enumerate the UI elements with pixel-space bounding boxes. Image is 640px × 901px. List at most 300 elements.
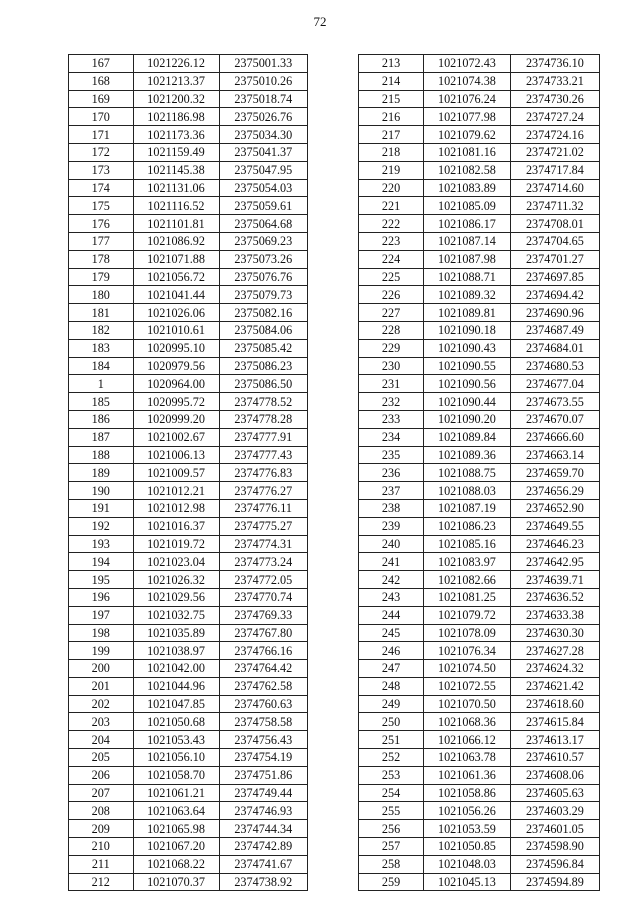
y-coordinate-cell: 2374711.32 <box>510 197 599 215</box>
table-row <box>359 464 600 482</box>
table-row <box>359 428 600 446</box>
table-row <box>359 143 600 161</box>
x-coordinate-cell: 1021087.14 <box>424 232 511 250</box>
table-row <box>359 215 600 233</box>
y-coordinate-cell: 2375047.95 <box>219 161 307 179</box>
y-coordinate-cell: 2375041.37 <box>219 143 307 161</box>
point-number-cell: 231 <box>359 375 424 393</box>
point-number-cell: 189 <box>69 464 134 482</box>
x-coordinate-cell: 1021083.89 <box>424 179 511 197</box>
coordinates-table-right <box>358 54 600 891</box>
point-number-cell: 222 <box>359 215 424 233</box>
table-row <box>69 161 308 179</box>
table-row <box>359 802 600 820</box>
table-row <box>359 339 600 357</box>
x-coordinate-cell: 1021035.89 <box>133 624 219 642</box>
x-coordinate-cell: 1021213.37 <box>133 72 219 90</box>
point-number-cell: 205 <box>69 749 134 767</box>
coordinates-table-left <box>68 54 308 891</box>
y-coordinate-cell: 2374756.43 <box>219 731 307 749</box>
point-number-cell: 180 <box>69 286 134 304</box>
point-number-cell: 209 <box>69 820 134 838</box>
x-coordinate-cell: 1021072.43 <box>424 55 511 73</box>
x-coordinate-cell: 1021047.85 <box>133 695 219 713</box>
table-row <box>359 197 600 215</box>
x-coordinate-cell: 1021058.70 <box>133 766 219 784</box>
x-coordinate-cell: 1021066.12 <box>424 731 511 749</box>
table-row <box>69 446 308 464</box>
x-coordinate-cell: 1021078.09 <box>424 624 511 642</box>
point-number-cell: 196 <box>69 588 134 606</box>
table-row <box>69 357 308 375</box>
y-coordinate-cell: 2374659.70 <box>510 464 599 482</box>
point-number-cell: 253 <box>359 766 424 784</box>
table-row <box>359 161 600 179</box>
table-row <box>359 642 600 660</box>
y-coordinate-cell: 2374701.27 <box>510 250 599 268</box>
table-row <box>69 855 308 873</box>
table-row <box>69 784 308 802</box>
x-coordinate-cell: 1021089.36 <box>424 446 511 464</box>
point-number-cell: 167 <box>69 55 134 73</box>
table-row <box>69 517 308 535</box>
y-coordinate-cell: 2375073.26 <box>219 250 307 268</box>
table-row <box>359 624 600 642</box>
y-coordinate-cell: 2374594.89 <box>510 873 599 891</box>
point-number-cell: 242 <box>359 571 424 589</box>
x-coordinate-cell: 1021061.21 <box>133 784 219 802</box>
point-number-cell: 238 <box>359 499 424 517</box>
point-number-cell: 216 <box>359 108 424 126</box>
point-number-cell: 199 <box>69 642 134 660</box>
x-coordinate-cell: 1021041.44 <box>133 286 219 304</box>
x-coordinate-cell: 1020999.20 <box>133 410 219 428</box>
point-number-cell: 182 <box>69 321 134 339</box>
x-coordinate-cell: 1021076.24 <box>424 90 511 108</box>
y-coordinate-cell: 2374741.67 <box>219 855 307 873</box>
point-number-cell: 235 <box>359 446 424 464</box>
y-coordinate-cell: 2374724.16 <box>510 126 599 144</box>
y-coordinate-cell: 2374684.01 <box>510 339 599 357</box>
point-number-cell: 221 <box>359 197 424 215</box>
x-coordinate-cell: 1021019.72 <box>133 535 219 553</box>
y-coordinate-cell: 2374652.90 <box>510 499 599 517</box>
point-number-cell: 255 <box>359 802 424 820</box>
y-coordinate-cell: 2375085.42 <box>219 339 307 357</box>
y-coordinate-cell: 2374694.42 <box>510 286 599 304</box>
table-row <box>359 90 600 108</box>
y-coordinate-cell: 2374605.63 <box>510 784 599 802</box>
point-number-cell: 193 <box>69 535 134 553</box>
table-row <box>69 820 308 838</box>
y-coordinate-cell: 2374764.42 <box>219 660 307 678</box>
x-coordinate-cell: 1020995.10 <box>133 339 219 357</box>
x-coordinate-cell: 1021090.20 <box>424 410 511 428</box>
x-coordinate-cell: 1021023.04 <box>133 553 219 571</box>
point-number-cell: 220 <box>359 179 424 197</box>
point-number-cell: 176 <box>69 215 134 233</box>
x-coordinate-cell: 1021002.67 <box>133 428 219 446</box>
y-coordinate-cell: 2374758.58 <box>219 713 307 731</box>
y-coordinate-cell: 2375086.50 <box>219 375 307 393</box>
x-coordinate-cell: 1021159.49 <box>133 143 219 161</box>
table-row <box>359 108 600 126</box>
table-row <box>69 268 308 286</box>
x-coordinate-cell: 1021016.37 <box>133 517 219 535</box>
x-coordinate-cell: 1021088.03 <box>424 482 511 500</box>
table-row <box>69 428 308 446</box>
point-number-cell: 246 <box>359 642 424 660</box>
y-coordinate-cell: 2374776.83 <box>219 464 307 482</box>
point-number-cell: 217 <box>359 126 424 144</box>
table-row <box>359 660 600 678</box>
x-coordinate-cell: 1021061.36 <box>424 766 511 784</box>
x-coordinate-cell: 1021070.50 <box>424 695 511 713</box>
x-coordinate-cell: 1021065.98 <box>133 820 219 838</box>
point-number-cell: 178 <box>69 250 134 268</box>
x-coordinate-cell: 1021071.88 <box>133 250 219 268</box>
x-coordinate-cell: 1021081.16 <box>424 143 511 161</box>
table-row <box>359 304 600 322</box>
x-coordinate-cell: 1020995.72 <box>133 393 219 411</box>
y-coordinate-cell: 2374646.23 <box>510 535 599 553</box>
table-row <box>359 393 600 411</box>
x-coordinate-cell: 1021088.71 <box>424 268 511 286</box>
table-row <box>359 873 600 891</box>
x-coordinate-cell: 1021038.97 <box>133 642 219 660</box>
point-number-cell: 188 <box>69 446 134 464</box>
point-number-cell: 192 <box>69 517 134 535</box>
y-coordinate-cell: 2374742.89 <box>219 838 307 856</box>
x-coordinate-cell: 1021085.16 <box>424 535 511 553</box>
table-row <box>359 784 600 802</box>
point-number-cell: 198 <box>69 624 134 642</box>
table-row <box>359 713 600 731</box>
x-coordinate-cell: 1021226.12 <box>133 55 219 73</box>
x-coordinate-cell: 1021089.81 <box>424 304 511 322</box>
x-coordinate-cell: 1021063.64 <box>133 802 219 820</box>
x-coordinate-cell: 1021070.37 <box>133 873 219 891</box>
y-coordinate-cell: 2374666.60 <box>510 428 599 446</box>
point-number-cell: 1 <box>69 375 134 393</box>
table-row <box>359 268 600 286</box>
x-coordinate-cell: 1021077.98 <box>424 108 511 126</box>
x-coordinate-cell: 1020979.56 <box>133 357 219 375</box>
point-number-cell: 224 <box>359 250 424 268</box>
x-coordinate-cell: 1021010.61 <box>133 321 219 339</box>
table-row <box>69 108 308 126</box>
table-row <box>69 873 308 891</box>
table-row <box>359 606 600 624</box>
table-row <box>359 410 600 428</box>
table-row <box>69 802 308 820</box>
y-coordinate-cell: 2374601.05 <box>510 820 599 838</box>
table-row <box>69 90 308 108</box>
y-coordinate-cell: 2374776.27 <box>219 482 307 500</box>
y-coordinate-cell: 2374603.29 <box>510 802 599 820</box>
x-coordinate-cell: 1021053.43 <box>133 731 219 749</box>
y-coordinate-cell: 2374627.28 <box>510 642 599 660</box>
table-row <box>359 838 600 856</box>
y-coordinate-cell: 2375069.23 <box>219 232 307 250</box>
table-row <box>359 749 600 767</box>
y-coordinate-cell: 2374633.38 <box>510 606 599 624</box>
x-coordinate-cell: 1021067.20 <box>133 838 219 856</box>
y-coordinate-cell: 2374649.55 <box>510 517 599 535</box>
x-coordinate-cell: 1021026.06 <box>133 304 219 322</box>
x-coordinate-cell: 1021090.55 <box>424 357 511 375</box>
x-coordinate-cell: 1021131.06 <box>133 179 219 197</box>
table-row <box>69 72 308 90</box>
point-number-cell: 223 <box>359 232 424 250</box>
x-coordinate-cell: 1021082.66 <box>424 571 511 589</box>
point-number-cell: 240 <box>359 535 424 553</box>
x-coordinate-cell: 1021086.23 <box>424 517 511 535</box>
point-number-cell: 219 <box>359 161 424 179</box>
x-coordinate-cell: 1021072.55 <box>424 677 511 695</box>
table-row <box>359 731 600 749</box>
y-coordinate-cell: 2374762.58 <box>219 677 307 695</box>
y-coordinate-cell: 2374721.02 <box>510 143 599 161</box>
table-row <box>359 179 600 197</box>
x-coordinate-cell: 1021056.10 <box>133 749 219 767</box>
point-number-cell: 245 <box>359 624 424 642</box>
table-row <box>69 695 308 713</box>
table-row <box>69 215 308 233</box>
table-row <box>69 304 308 322</box>
point-number-cell: 200 <box>69 660 134 678</box>
x-coordinate-cell: 1021089.84 <box>424 428 511 446</box>
y-coordinate-cell: 2374704.65 <box>510 232 599 250</box>
point-number-cell: 207 <box>69 784 134 802</box>
y-coordinate-cell: 2374642.95 <box>510 553 599 571</box>
y-coordinate-cell: 2374727.24 <box>510 108 599 126</box>
x-coordinate-cell: 1021026.32 <box>133 571 219 589</box>
table-row <box>359 553 600 571</box>
y-coordinate-cell: 2374760.63 <box>219 695 307 713</box>
table-row <box>359 695 600 713</box>
x-coordinate-cell: 1021101.81 <box>133 215 219 233</box>
y-coordinate-cell: 2374774.31 <box>219 535 307 553</box>
y-coordinate-cell: 2375010.26 <box>219 72 307 90</box>
point-number-cell: 214 <box>359 72 424 90</box>
x-coordinate-cell: 1021145.38 <box>133 161 219 179</box>
y-coordinate-cell: 2374613.17 <box>510 731 599 749</box>
point-number-cell: 210 <box>69 838 134 856</box>
table-row <box>69 197 308 215</box>
y-coordinate-cell: 2375026.76 <box>219 108 307 126</box>
point-number-cell: 172 <box>69 143 134 161</box>
table-row <box>69 232 308 250</box>
y-coordinate-cell: 2374730.26 <box>510 90 599 108</box>
point-number-cell: 211 <box>69 855 134 873</box>
point-number-cell: 247 <box>359 660 424 678</box>
table-row <box>69 499 308 517</box>
table-row <box>359 766 600 784</box>
point-number-cell: 212 <box>69 873 134 891</box>
x-coordinate-cell: 1021089.32 <box>424 286 511 304</box>
x-coordinate-cell: 1021085.09 <box>424 197 511 215</box>
table-row <box>359 286 600 304</box>
x-coordinate-cell: 1021006.13 <box>133 446 219 464</box>
x-coordinate-cell: 1021090.44 <box>424 393 511 411</box>
table-row <box>69 464 308 482</box>
x-coordinate-cell: 1021088.75 <box>424 464 511 482</box>
x-coordinate-cell: 1021068.22 <box>133 855 219 873</box>
point-number-cell: 177 <box>69 232 134 250</box>
point-number-cell: 184 <box>69 357 134 375</box>
y-coordinate-cell: 2374690.96 <box>510 304 599 322</box>
point-number-cell: 251 <box>359 731 424 749</box>
x-coordinate-cell: 1021012.98 <box>133 499 219 517</box>
point-number-cell: 208 <box>69 802 134 820</box>
y-coordinate-cell: 2374744.34 <box>219 820 307 838</box>
point-number-cell: 170 <box>69 108 134 126</box>
y-coordinate-cell: 2374673.55 <box>510 393 599 411</box>
table-row <box>359 820 600 838</box>
point-number-cell: 249 <box>359 695 424 713</box>
point-number-cell: 203 <box>69 713 134 731</box>
y-coordinate-cell: 2374670.07 <box>510 410 599 428</box>
y-coordinate-cell: 2374680.53 <box>510 357 599 375</box>
point-number-cell: 215 <box>359 90 424 108</box>
table-row <box>359 517 600 535</box>
table-row <box>359 357 600 375</box>
table-row <box>69 642 308 660</box>
table-row <box>359 250 600 268</box>
point-number-cell: 258 <box>359 855 424 873</box>
x-coordinate-cell: 1021200.32 <box>133 90 219 108</box>
x-coordinate-cell: 1021079.72 <box>424 606 511 624</box>
point-number-cell: 241 <box>359 553 424 571</box>
table-row <box>359 446 600 464</box>
y-coordinate-cell: 2375064.68 <box>219 215 307 233</box>
y-coordinate-cell: 2374749.44 <box>219 784 307 802</box>
point-number-cell: 213 <box>359 55 424 73</box>
x-coordinate-cell: 1020964.00 <box>133 375 219 393</box>
x-coordinate-cell: 1021076.34 <box>424 642 511 660</box>
x-coordinate-cell: 1021050.68 <box>133 713 219 731</box>
point-number-cell: 254 <box>359 784 424 802</box>
point-number-cell: 191 <box>69 499 134 517</box>
y-coordinate-cell: 2374708.01 <box>510 215 599 233</box>
y-coordinate-cell: 2374777.91 <box>219 428 307 446</box>
table-row <box>359 571 600 589</box>
point-number-cell: 183 <box>69 339 134 357</box>
y-coordinate-cell: 2374630.30 <box>510 624 599 642</box>
y-coordinate-cell: 2374754.19 <box>219 749 307 767</box>
y-coordinate-cell: 2375086.23 <box>219 357 307 375</box>
y-coordinate-cell: 2374677.04 <box>510 375 599 393</box>
table-row <box>69 375 308 393</box>
x-coordinate-cell: 1021056.72 <box>133 268 219 286</box>
x-coordinate-cell: 1021032.75 <box>133 606 219 624</box>
table-row <box>359 482 600 500</box>
y-coordinate-cell: 2374656.29 <box>510 482 599 500</box>
y-coordinate-cell: 2374615.84 <box>510 713 599 731</box>
x-coordinate-cell: 1021087.19 <box>424 499 511 517</box>
table-row <box>359 588 600 606</box>
table-row <box>359 375 600 393</box>
x-coordinate-cell: 1021009.57 <box>133 464 219 482</box>
y-coordinate-cell: 2374770.74 <box>219 588 307 606</box>
point-number-cell: 230 <box>359 357 424 375</box>
y-coordinate-cell: 2375082.16 <box>219 304 307 322</box>
x-coordinate-cell: 1021090.56 <box>424 375 511 393</box>
point-number-cell: 248 <box>359 677 424 695</box>
point-number-cell: 168 <box>69 72 134 90</box>
table-row <box>69 749 308 767</box>
x-coordinate-cell: 1021056.26 <box>424 802 511 820</box>
point-number-cell: 239 <box>359 517 424 535</box>
y-coordinate-cell: 2374773.24 <box>219 553 307 571</box>
table-row <box>359 55 600 73</box>
table-row <box>69 766 308 784</box>
x-coordinate-cell: 1021044.96 <box>133 677 219 695</box>
table-row <box>69 55 308 73</box>
y-coordinate-cell: 2374639.71 <box>510 571 599 589</box>
y-coordinate-cell: 2374636.52 <box>510 588 599 606</box>
x-coordinate-cell: 1021116.52 <box>133 197 219 215</box>
table-row <box>69 482 308 500</box>
x-coordinate-cell: 1021186.98 <box>133 108 219 126</box>
x-coordinate-cell: 1021058.86 <box>424 784 511 802</box>
point-number-cell: 197 <box>69 606 134 624</box>
y-coordinate-cell: 2375034.30 <box>219 126 307 144</box>
x-coordinate-cell: 1021173.36 <box>133 126 219 144</box>
y-coordinate-cell: 2375084.06 <box>219 321 307 339</box>
table-row <box>359 677 600 695</box>
point-number-cell: 229 <box>359 339 424 357</box>
table-row <box>69 535 308 553</box>
x-coordinate-cell: 1021074.50 <box>424 660 511 678</box>
point-number-cell: 169 <box>69 90 134 108</box>
point-number-cell: 186 <box>69 410 134 428</box>
table-row <box>69 339 308 357</box>
y-coordinate-cell: 2374777.43 <box>219 446 307 464</box>
x-coordinate-cell: 1021012.21 <box>133 482 219 500</box>
point-number-cell: 225 <box>359 268 424 286</box>
table-row <box>69 321 308 339</box>
x-coordinate-cell: 1021090.18 <box>424 321 511 339</box>
point-number-cell: 259 <box>359 873 424 891</box>
table-row <box>69 286 308 304</box>
point-number-cell: 179 <box>69 268 134 286</box>
x-coordinate-cell: 1021083.97 <box>424 553 511 571</box>
y-coordinate-cell: 2374608.06 <box>510 766 599 784</box>
table-row <box>69 571 308 589</box>
point-number-cell: 204 <box>69 731 134 749</box>
table-row <box>359 72 600 90</box>
y-coordinate-cell: 2375054.03 <box>219 179 307 197</box>
y-coordinate-cell: 2374624.32 <box>510 660 599 678</box>
y-coordinate-cell: 2374738.92 <box>219 873 307 891</box>
point-number-cell: 185 <box>69 393 134 411</box>
x-coordinate-cell: 1021042.00 <box>133 660 219 678</box>
y-coordinate-cell: 2374776.11 <box>219 499 307 517</box>
point-number-cell: 244 <box>359 606 424 624</box>
y-coordinate-cell: 2374736.10 <box>510 55 599 73</box>
page-number: 72 <box>313 14 327 29</box>
point-number-cell: 228 <box>359 321 424 339</box>
x-coordinate-cell: 1021029.56 <box>133 588 219 606</box>
y-coordinate-cell: 2374767.80 <box>219 624 307 642</box>
x-coordinate-cell: 1021074.38 <box>424 72 511 90</box>
table-row <box>69 393 308 411</box>
point-number-cell: 227 <box>359 304 424 322</box>
table-row <box>69 624 308 642</box>
x-coordinate-cell: 1021090.43 <box>424 339 511 357</box>
